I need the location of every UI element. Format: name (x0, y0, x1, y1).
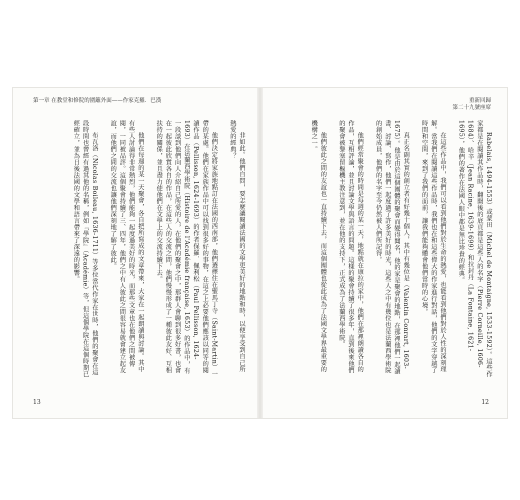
paragraph: 他們彼此之間的友誼也一直持續下去，而這個團體也從此成為了法國文學界最重要的機構之一。 (310, 120, 327, 373)
running-header-left: 第一章 在教堂和修院的圍籬外面——作家克羅．巴漢 (33, 98, 162, 104)
paragraph: 他們決定將家族地點訂在法國的西南部，他們選擇住在聖馬丁寺（Saint-Martin）一帶的某處。他們在家族作品中可以找到很多好的事物，在這之上必要他們應該以同等的閱讀作品（Pellisson, 1624-1693）的作者保羅．佩利松（Paul Pellisson, 1624-1693）在法蘭西學術院（Histoire de l'Académie française, 1653）的作品中，有一段談到他們向人介紹自己所愛的人，在他們的聚會之中，那群人會聊到很多好書，也會在一起彼此欣賞各自的作品，在這些人的交流之間，他們慢慢形成了一種彼此友好、互相扶持的關係，並且盡力使他們在文學上的交流持續下去。 (155, 120, 218, 378)
left-page (13, 88, 260, 418)
running-header-right-text: 重新回歸 第二十九號座席 (452, 98, 491, 111)
page-number-right: 12 (481, 399, 489, 406)
right-page-body (281, 120, 493, 378)
book-spread (13, 88, 507, 418)
paragraph: 他們在每週的某一天聚會，各自把所寫成的文章帶來，大家在一起朗讀與討論。其中有些人討論得非常熱烈，他們能夠一起度過美好的時光，而那些文章也在他們之間被傳閱，一同被品評。這個聚會持續了三、四年，他們之中有人彼此之間很容易就會建立起友誼，而他們之間的交流也讓他們深刻地了解了彼此。 (109, 120, 144, 374)
paragraph: 他們經常聚會的時間是每週的某一天，地點就在康拉的家中，他們在那裡朗讀各自的作品，互相評論，並且討論文學與語言的問題。這樣的聚會持續了很多年，直到後來他們的聚會被黎塞留樞機主教注意到，並在他的支持下，正式成為了法蘭西學術院。 (337, 120, 364, 374)
paragraph: Rabelais, 1494-1553）或蒙田（Michel de Montaigne, 1533-1592）。這些作家都是在閱讀其作品時，翻開後的底頁都是這些人的名字（Pierre Corneille, 1606-1684）、哈辛（Jean Racine, 1639-1699）和拉封丹（La Fontaine, 1621-1695），他們的著作在法國人眼中都是無比珍貴的經典。 (457, 120, 492, 378)
paragraph: 在這些作品中，我們可以看到他們對於生命的熱愛，也能看到他們對於人性的深刻理解。當我們在閱讀這些作品時，我們也在和這些偉大的作家進行對話，他們的文字穿越了時間和空間，來到了我們的面前，讓我們能夠體會他們當時的心境。 (420, 120, 446, 374)
paragraph: 布瓦洛（Nicolas Boileau, 1636-1711）等多位當代作家在世時，他們的聚會在這段時間也曾經有過其他的名稱，例如『學院』（Académie）等，但這個學院在這個時期已經確立，並為日後法國的文學和語言帶來了深遠的影響。 (72, 120, 98, 378)
paragraph: 真正名副其實的創立者有好幾十個人，其中有幾位是（Valentin Conrart, 1603-1675）。他是由於這個團體的聚會而變得聞名，他的家是聚會的地點，在那裡他們一起讀書、討論、寫作，他們一起度過了許多美好的時光，這些人之中有幾位也是法蘭西學術院的創始成員，他們的名字至今仍然被人們所記得。 (374, 120, 410, 375)
left-page-body (34, 120, 246, 378)
paragraph: 非如此。他們自問，要怎麼讓閱讀法國的文學更美好的地點和時，以便享受到自己所熱愛的經典？ (228, 120, 245, 373)
page-number-left: 13 (33, 399, 41, 406)
right-page (260, 88, 507, 418)
running-header-right (452, 98, 491, 112)
